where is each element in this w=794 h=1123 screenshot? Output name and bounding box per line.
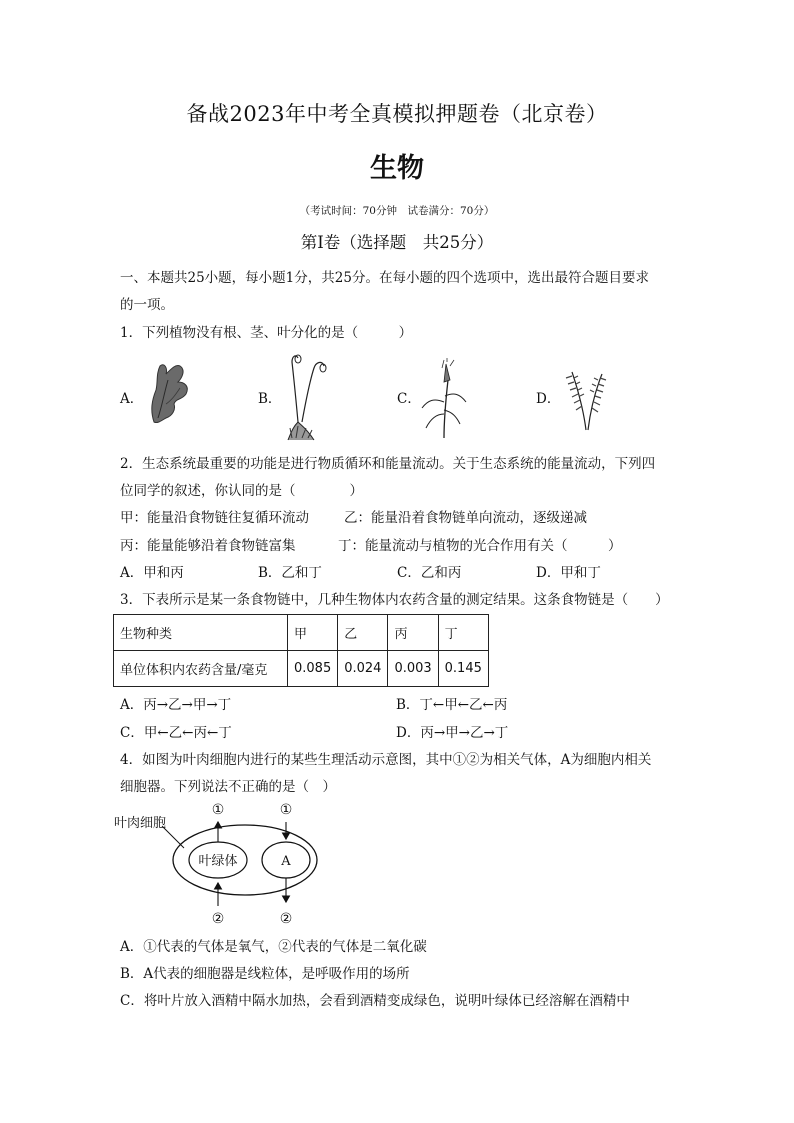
- q1-option-b[interactable]: B．: [258, 391, 282, 407]
- q2-stem-line-2: 位同学的叙述，你认同的是（ ）: [120, 483, 363, 499]
- row-header-pesticide: 单位体积内农药含量/毫克: [114, 651, 288, 687]
- instructions-line-2: 的一项。: [120, 297, 174, 313]
- q3-option-a[interactable]: A．丙→乙→甲→丁: [120, 697, 232, 713]
- q1-option-a[interactable]: A．: [120, 391, 144, 407]
- gas1-label-right: ①: [279, 802, 293, 818]
- q2-option-d[interactable]: D．甲和丁: [536, 565, 601, 581]
- gas2-label-left: ②: [211, 911, 225, 927]
- gas1-label-left: ①: [211, 802, 225, 818]
- value-bing: 0.003: [388, 651, 438, 687]
- q4-stem-line-2: 细胞器。下列说法不正确的是（ ）: [120, 779, 336, 795]
- value-jia: 0.085: [288, 651, 338, 687]
- q2-stem-line-1: 2．生态系统最重要的功能是进行物质循环和能量流动。关于生态系统的能量流动，下列四: [120, 456, 656, 472]
- subject-title: 生物: [370, 153, 424, 184]
- pesticide-table: [113, 614, 489, 687]
- moss-icon: [284, 350, 334, 442]
- value-ding: 0.145: [438, 651, 488, 687]
- q4-option-c[interactable]: C．将叶片放入酒精中隔水加热，会看到酒精变成绿色，说明叶绿体已经溶解在酒精中: [120, 993, 630, 1009]
- q3-option-d[interactable]: D．丙→甲→乙→丁: [396, 725, 509, 741]
- q3-stem: 3．下表所示是某一条食物链中，几种生物体内农药含量的测定结果。这条食物链是（ ）: [120, 592, 669, 608]
- q2-statement-bing: 丙：能量能够沿着食物链富集: [120, 538, 296, 554]
- row-header-organism: 生物种类: [114, 615, 288, 651]
- fern-icon: [560, 366, 610, 432]
- table-row: [114, 615, 489, 651]
- q2-option-a[interactable]: A．甲和丙: [120, 565, 184, 581]
- q2-option-b[interactable]: B．乙和丁: [258, 565, 322, 581]
- organism-jia: 甲: [288, 615, 338, 651]
- chloroplast-label: 叶绿体: [198, 854, 238, 869]
- q4-option-a[interactable]: A．①代表的气体是氧气，②代表的气体是二氧化碳: [120, 939, 427, 955]
- cell-outline: [173, 825, 317, 895]
- organelle-a-label: A: [281, 854, 291, 869]
- q1-stem: 1．下列植物没有根、茎、叶分化的是（ ）: [120, 325, 413, 341]
- q4-stem-line-1: 4．如图为叶肉细胞内进行的某些生理活动示意图，其中①②为相关气体，A为细胞内相关: [120, 752, 652, 768]
- gas2-label-right: ②: [279, 911, 293, 927]
- organism-yi: 乙: [338, 615, 388, 651]
- q3-option-b[interactable]: B．丁←甲←乙←丙: [396, 697, 508, 713]
- part-title: 第Ⅰ卷（选择题 共25分）: [300, 233, 494, 252]
- q1-option-d[interactable]: D．: [536, 391, 561, 407]
- q1-option-c[interactable]: C．: [397, 391, 421, 407]
- cell-label: 叶肉细胞: [114, 816, 167, 831]
- q2-statement-jia: 甲：能量沿食物链往复循环流动: [120, 510, 309, 526]
- organism-bing: 丙: [388, 615, 438, 651]
- q2-statement-ding: 丁：能量流动与植物的光合作用有关（ ）: [338, 538, 622, 554]
- q2-statement-yi: 乙：能量沿着食物链单向流动，逐级递减: [344, 510, 587, 526]
- seaweed-icon: [146, 360, 196, 426]
- q3-option-c[interactable]: C．甲←乙←丙←丁: [120, 725, 232, 741]
- leaf-cell-diagram: [112, 796, 332, 930]
- exam-info: （考试时间：70分钟 试卷满分：70分）: [299, 205, 495, 217]
- instructions-line-1: 一、本题共25小题，每小题1分，共25分。在每小题的四个选项中，选出最符合题目要求: [120, 270, 649, 286]
- wheat-icon: [420, 358, 468, 440]
- q4-option-b[interactable]: B．A代表的细胞器是线粒体，是呼吸作用的场所: [120, 966, 410, 982]
- value-yi: 0.024: [338, 651, 388, 687]
- organism-ding: 丁: [438, 615, 488, 651]
- q2-option-c[interactable]: C．乙和丙: [397, 565, 462, 581]
- exam-title: 备战2023年中考全真模拟押题卷（北京卷）: [186, 102, 608, 126]
- table-row: [114, 651, 489, 687]
